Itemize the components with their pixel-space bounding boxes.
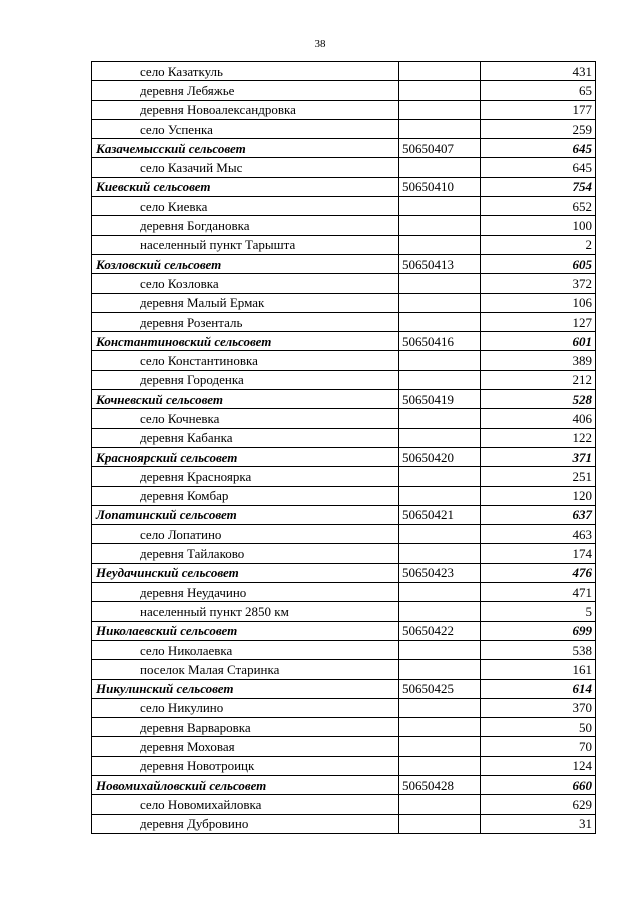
settlement-row [92, 274, 596, 293]
council-row [92, 254, 596, 273]
oktmo-code-cell: 50650410 [399, 177, 481, 196]
council-name-cell: Кочневский сельсовет [92, 390, 399, 409]
oktmo-code-cell [399, 525, 481, 544]
oktmo-code-cell [399, 486, 481, 505]
settlement-row [92, 370, 596, 389]
council-row [92, 505, 596, 524]
population-cell: 629 [481, 795, 596, 814]
settlement-name-cell: село Лопатино [92, 525, 399, 544]
settlement-row [92, 544, 596, 563]
population-cell: 100 [481, 216, 596, 235]
settlement-name-cell: деревня Новоалександровка [92, 100, 399, 119]
population-cell: 31 [481, 814, 596, 833]
oktmo-code-cell [399, 544, 481, 563]
population-cell: 259 [481, 119, 596, 138]
oktmo-code-cell: 50650428 [399, 775, 481, 794]
settlement-row [92, 737, 596, 756]
population-cell: 122 [481, 428, 596, 447]
settlement-name-cell: село Новомихайловка [92, 795, 399, 814]
population-cell: 637 [481, 505, 596, 524]
population-cell: 528 [481, 390, 596, 409]
oktmo-code-cell: 50650420 [399, 447, 481, 466]
population-cell: 212 [481, 370, 596, 389]
settlement-row [92, 525, 596, 544]
settlement-row [92, 756, 596, 775]
settlement-name-cell: село Киевка [92, 197, 399, 216]
settlement-row [92, 409, 596, 428]
population-cell: 463 [481, 525, 596, 544]
population-cell: 5 [481, 602, 596, 621]
oktmo-code-cell: 50650423 [399, 563, 481, 582]
settlement-name-cell: деревня Богдановка [92, 216, 399, 235]
settlement-row [92, 660, 596, 679]
settlement-name-cell: село Казаткуль [92, 62, 399, 81]
settlement-name-cell: село Константиновка [92, 351, 399, 370]
table-body [92, 62, 596, 834]
oktmo-code-cell [399, 428, 481, 447]
settlement-row [92, 640, 596, 659]
population-cell: 177 [481, 100, 596, 119]
oktmo-code-cell [399, 235, 481, 254]
population-cell: 406 [481, 409, 596, 428]
oktmo-code-cell [399, 756, 481, 775]
council-row [92, 563, 596, 582]
settlement-row [92, 698, 596, 717]
settlement-name-cell: село Казачий Мыс [92, 158, 399, 177]
settlement-name-cell: деревня Кабанка [92, 428, 399, 447]
council-name-cell: Киевский сельсовет [92, 177, 399, 196]
population-cell: 371 [481, 447, 596, 466]
population-cell: 389 [481, 351, 596, 370]
oktmo-code-cell [399, 660, 481, 679]
settlement-row [92, 158, 596, 177]
oktmo-code-cell: 50650419 [399, 390, 481, 409]
population-cell: 127 [481, 312, 596, 331]
settlement-row [92, 197, 596, 216]
population-cell: 50 [481, 718, 596, 737]
settlement-name-cell: населенный пункт Тарышта [92, 235, 399, 254]
settlement-row [92, 100, 596, 119]
settlement-row [92, 602, 596, 621]
settlement-name-cell: деревня Городенка [92, 370, 399, 389]
oktmo-code-cell [399, 814, 481, 833]
population-cell: 652 [481, 197, 596, 216]
oktmo-code-cell [399, 467, 481, 486]
council-row [92, 332, 596, 351]
council-name-cell: Красноярский сельсовет [92, 447, 399, 466]
population-cell: 660 [481, 775, 596, 794]
oktmo-code-cell [399, 81, 481, 100]
council-name-cell: Новомихайловский сельсовет [92, 775, 399, 794]
population-cell: 614 [481, 679, 596, 698]
council-row [92, 775, 596, 794]
council-name-cell: Козловский сельсовет [92, 254, 399, 273]
council-row [92, 139, 596, 158]
settlement-name-cell: поселок Малая Старинка [92, 660, 399, 679]
settlement-name-cell: деревня Неудачино [92, 583, 399, 602]
population-cell: 370 [481, 698, 596, 717]
settlement-row [92, 428, 596, 447]
council-name-cell: Неудачинский сельсовет [92, 563, 399, 582]
settlement-name-cell: село Никулино [92, 698, 399, 717]
population-cell: 476 [481, 563, 596, 582]
settlement-row [92, 293, 596, 312]
population-cell: 601 [481, 332, 596, 351]
population-cell: 471 [481, 583, 596, 602]
page-number: 38 [314, 38, 326, 50]
population-cell: 372 [481, 274, 596, 293]
settlement-name-cell: населенный пункт 2850 км [92, 602, 399, 621]
settlement-name-cell: село Козловка [92, 274, 399, 293]
oktmo-code-cell: 50650413 [399, 254, 481, 273]
settlement-name-cell: село Николаевка [92, 640, 399, 659]
council-row [92, 679, 596, 698]
settlement-row [92, 795, 596, 814]
oktmo-code-cell [399, 312, 481, 331]
oktmo-code-cell [399, 119, 481, 138]
settlement-row [92, 814, 596, 833]
council-row [92, 447, 596, 466]
population-cell: 538 [481, 640, 596, 659]
oktmo-code-cell [399, 293, 481, 312]
settlement-row [92, 62, 596, 81]
population-cell: 70 [481, 737, 596, 756]
oktmo-code-cell [399, 370, 481, 389]
settlement-row [92, 351, 596, 370]
oktmo-code-cell [399, 274, 481, 293]
population-cell: 645 [481, 158, 596, 177]
settlement-row [92, 486, 596, 505]
oktmo-code-cell [399, 583, 481, 602]
settlement-row [92, 718, 596, 737]
settlement-row [92, 81, 596, 100]
population-cell: 2 [481, 235, 596, 254]
settlement-row [92, 467, 596, 486]
council-row [92, 621, 596, 640]
oktmo-code-cell [399, 718, 481, 737]
oktmo-code-cell [399, 602, 481, 621]
population-cell: 174 [481, 544, 596, 563]
population-cell: 120 [481, 486, 596, 505]
settlement-row [92, 119, 596, 138]
settlement-row [92, 312, 596, 331]
oktmo-code-cell [399, 698, 481, 717]
oktmo-code-cell [399, 158, 481, 177]
oktmo-code-cell [399, 737, 481, 756]
settlement-name-cell: деревня Красноярка [92, 467, 399, 486]
settlement-name-cell: деревня Малый Ермак [92, 293, 399, 312]
population-cell: 645 [481, 139, 596, 158]
council-row [92, 177, 596, 196]
oktmo-code-cell [399, 409, 481, 428]
oktmo-code-cell [399, 795, 481, 814]
settlement-name-cell: деревня Комбар [92, 486, 399, 505]
oktmo-code-cell [399, 62, 481, 81]
settlement-row [92, 583, 596, 602]
council-row [92, 390, 596, 409]
settlement-name-cell: деревня Дубровино [92, 814, 399, 833]
oktmo-code-cell [399, 197, 481, 216]
settlements-table [91, 61, 596, 834]
oktmo-code-cell: 50650422 [399, 621, 481, 640]
council-name-cell: Лопатинский сельсовет [92, 505, 399, 524]
council-name-cell: Никулинский сельсовет [92, 679, 399, 698]
settlement-name-cell: деревня Моховая [92, 737, 399, 756]
settlement-row [92, 235, 596, 254]
oktmo-code-cell [399, 351, 481, 370]
oktmo-code-cell: 50650425 [399, 679, 481, 698]
oktmo-code-cell: 50650407 [399, 139, 481, 158]
oktmo-code-cell [399, 216, 481, 235]
settlement-name-cell: село Успенка [92, 119, 399, 138]
population-cell: 699 [481, 621, 596, 640]
settlement-name-cell: деревня Варваровка [92, 718, 399, 737]
council-name-cell: Константиновский сельсовет [92, 332, 399, 351]
council-name-cell: Казачемысский сельсовет [92, 139, 399, 158]
population-cell: 251 [481, 467, 596, 486]
council-name-cell: Николаевский сельсовет [92, 621, 399, 640]
population-cell: 161 [481, 660, 596, 679]
settlement-name-cell: деревня Лебяжье [92, 81, 399, 100]
settlement-name-cell: деревня Розенталь [92, 312, 399, 331]
oktmo-code-cell: 50650416 [399, 332, 481, 351]
oktmo-code-cell: 50650421 [399, 505, 481, 524]
population-cell: 605 [481, 254, 596, 273]
population-cell: 754 [481, 177, 596, 196]
population-cell: 106 [481, 293, 596, 312]
settlement-name-cell: деревня Новотроицк [92, 756, 399, 775]
oktmo-code-cell [399, 100, 481, 119]
oktmo-code-cell [399, 640, 481, 659]
population-cell: 431 [481, 62, 596, 81]
settlement-name-cell: деревня Тайлаково [92, 544, 399, 563]
settlement-name-cell: село Кочневка [92, 409, 399, 428]
settlement-row [92, 216, 596, 235]
population-cell: 65 [481, 81, 596, 100]
population-cell: 124 [481, 756, 596, 775]
